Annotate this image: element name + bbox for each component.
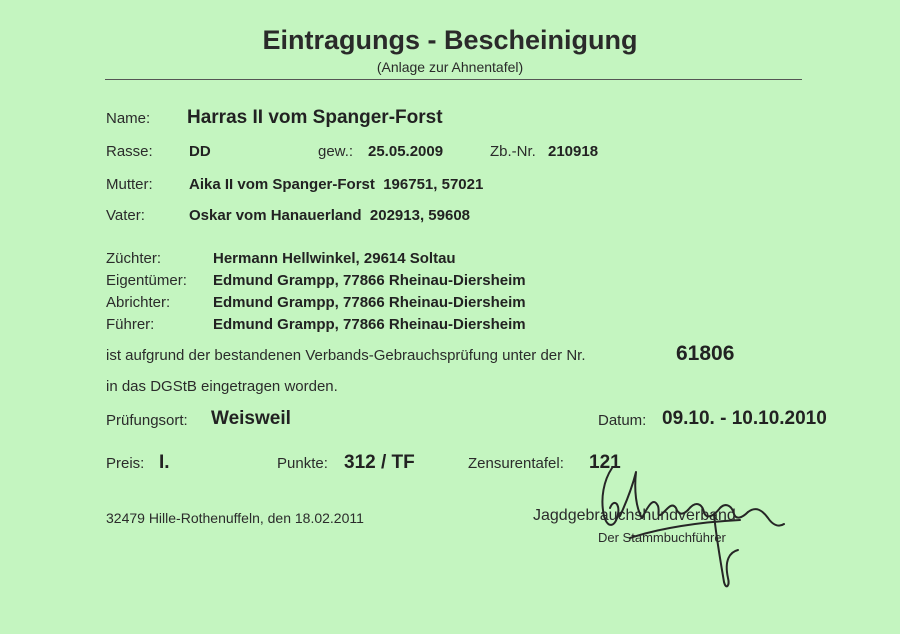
signatory-role: Der Stammbuchführer bbox=[598, 530, 726, 545]
datum-value: 09.10. - 10.10.2010 bbox=[662, 408, 827, 429]
vater-label: Vater: bbox=[106, 207, 145, 224]
fuehrer-value: Edmund Grampp, 77866 Rheinau-Diersheim bbox=[213, 316, 526, 333]
name-label: Name: bbox=[106, 110, 151, 127]
pruefungsort-label: Prüfungsort: bbox=[106, 412, 188, 429]
preis-value: I. bbox=[159, 452, 170, 473]
zensurentafel-value: 121 bbox=[589, 452, 621, 473]
gew-label: gew.: bbox=[318, 143, 354, 160]
title-underline bbox=[105, 79, 802, 80]
statement-line-1: ist aufgrund der bestandenen Verbands-Gebrauchsprüfung unter der Nr. bbox=[106, 347, 586, 364]
vater-value: Oskar vom Hanauerland 202913, 59608 bbox=[189, 207, 471, 224]
datum-label: Datum: bbox=[598, 412, 647, 429]
certificate-subtitle: (Anlage zur Ahnentafel) bbox=[376, 59, 524, 75]
pruefungsort-value: Weisweil bbox=[211, 408, 291, 429]
rasse-label: Rasse: bbox=[106, 143, 153, 160]
eigentuemer-value: Edmund Grampp, 77866 Rheinau-Diersheim bbox=[213, 272, 526, 289]
eigentuemer-label: Eigentümer: bbox=[106, 272, 187, 289]
statement-line-2: in das DGStB eingetragen worden. bbox=[106, 378, 338, 395]
zensurentafel-label: Zensurentafel: bbox=[468, 455, 564, 472]
abrichter-label: Abrichter: bbox=[106, 294, 171, 311]
preis-label: Preis: bbox=[106, 455, 145, 472]
zuechter-value: Hermann Hellwinkel, 29614 Soltau bbox=[213, 250, 456, 267]
handwritten-signature bbox=[590, 458, 790, 598]
place-and-date: 32479 Hille-Rothenuffeln, den 18.02.2011 bbox=[106, 510, 364, 526]
punkte-label: Punkte: bbox=[277, 455, 328, 472]
zuechter-label: Züchter: bbox=[106, 250, 162, 267]
zb-label: Zb.-Nr. bbox=[490, 143, 536, 160]
abrichter-value: Edmund Grampp, 77866 Rheinau-Diersheim bbox=[213, 294, 526, 311]
fuehrer-label: Führer: bbox=[106, 316, 155, 333]
mutter-value: Aika II vom Spanger-Forst 196751, 57021 bbox=[189, 176, 484, 193]
certificate-title: Eintragungs - Bescheinigung bbox=[262, 25, 638, 55]
mutter-label: Mutter: bbox=[106, 176, 153, 193]
gew-value: 25.05.2009 bbox=[368, 143, 444, 160]
punkte-value: 312 / TF bbox=[344, 452, 415, 473]
zb-value: 210918 bbox=[548, 143, 599, 160]
dog-name: Harras II vom Spanger-Forst bbox=[187, 107, 443, 128]
registration-number: 61806 bbox=[676, 342, 735, 365]
rasse-value: DD bbox=[189, 143, 211, 160]
organization-name: Jagdgebrauchshundverband bbox=[533, 507, 736, 524]
